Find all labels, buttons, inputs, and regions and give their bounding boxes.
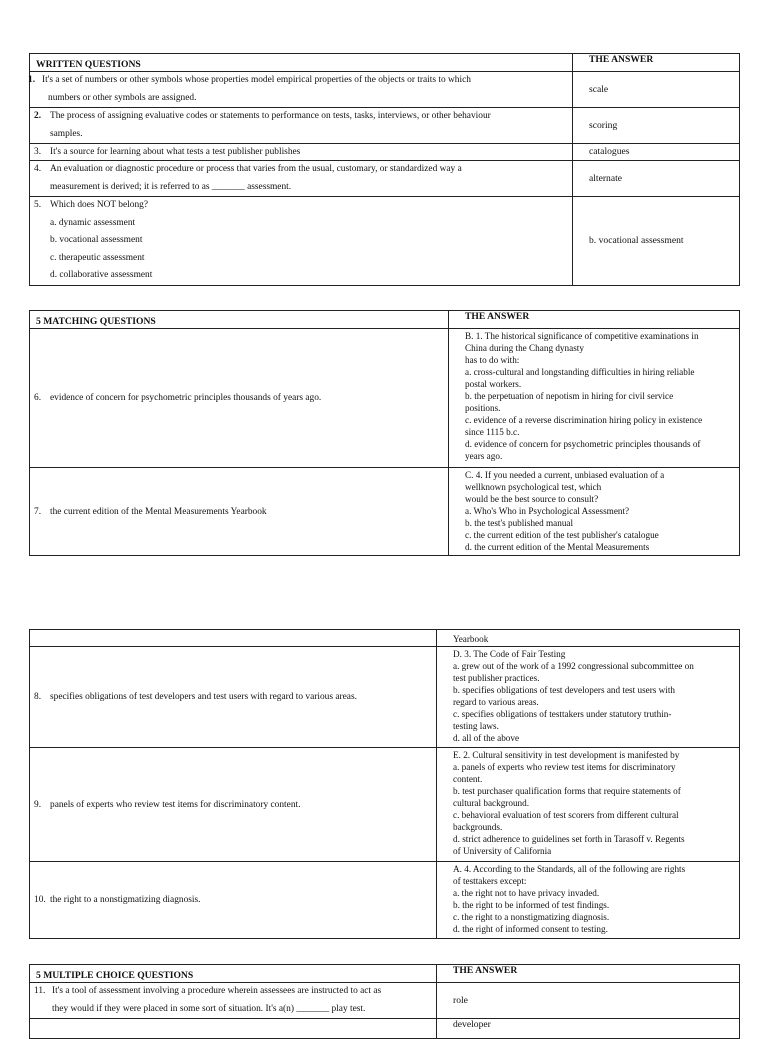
question-cell: 1. It's a set of numbers or other symbols whose properties model empirical properties of the objects or traits to which numbers or other symbols are assigned. [30,72,573,108]
question-text: An evaluation or diagnostic procedure or process that varies from the usual, customary, or standardized way a [50,164,462,174]
answer-cell: C. 4. If you needed a current, unbiased evaluation of a wellknown psychological test, which would be the best source to consult? a. Who's Who in Psychological Assessment? b. the test's published manual c. the current edition of the test publisher's catalogue d. the current edition of the Mental Measurements [449,468,740,556]
question-text: It's a set of numbers or other symbols whose properties model empirical properties of the objects or traits to which [42,75,471,85]
option-item: c. therapeutic assessment [50,252,145,263]
option-item: b. vocational assessment [50,235,143,245]
question-text: evidence of concern for psychometric principles thousands of years ago. [50,393,322,403]
option-item: d. collaborative assessment [50,270,153,280]
question-text: The process of assigning evaluative codes or statements to performance on tests, tasks, interviews, or other behaviour [50,111,491,121]
question-text: It's a source for learning about what tests a test publisher publishes [50,147,301,157]
question-cell [30,1019,437,1039]
answer-cell: scale [573,72,740,108]
answer-cell: developer [437,1019,740,1039]
matching-continuation-table [29,629,740,939]
question-cell: 3. It's a source for learning about what tests a test publisher publishes [30,144,573,161]
table-row [30,468,740,556]
table-row [30,647,740,748]
question-text: It's a tool of assessment involving a procedure wherein assessees are instructed to act as [52,986,382,996]
multiple-choice-header: 5 MULTIPLE CHOICE QUESTIONS [30,965,437,983]
question-cell: 6. evidence of concern for psychometric principles thousands of years ago. [30,329,449,468]
answer-cell: A. 4. According to the Standards, all of the following are rights of testtakers except: a. the right not to have privacy invaded. b. the right to be informed of test findings. c. the right to a nonstigmatizing diagnosis. d. the right of informed consent to testing. [437,862,740,939]
answer-cell: b. vocational assessment [573,197,740,286]
matching-header: 5 MATCHING QUESTIONS [30,311,449,329]
multiple-choice-answer-header: THE ANSWER [437,965,740,983]
written-header: WRITTEN QUESTIONS [30,54,573,72]
question-cell: 9. panels of experts who review test items for discriminatory content. [30,748,437,862]
matching-questions-table [29,310,740,556]
question-text: measurement is derived; it is referred to as _______ assessment. [50,181,292,192]
table-row [30,748,740,862]
question-text: the current edition of the Mental Measurements Yearbook [50,506,267,517]
question-text: the right to a nonstigmatizing diagnosis. [50,895,201,905]
question-text: specifies obligations of test developers and test users with regard to various areas. [50,692,357,702]
question-text: Which does NOT belong? [50,200,148,210]
matching-answer-header: THE ANSWER [449,311,740,329]
option-item: a. dynamic assessment [50,217,136,228]
answer-cell: alternate [573,161,740,197]
answer-continuation: Yearbook [437,630,740,647]
written-questions-table [29,53,740,286]
question-text: samples. [50,128,83,139]
answer-cell: D. 3. The Code of Fair Testing a. grew out of the work of a 1992 congressional subcommittee on test publisher practices. b. specifies obligations of test developers and test users with regard to various areas. c. specifies obligations of testtakers under statutory truthin- testing laws. d. all of the above [437,647,740,748]
question-cell: 8. specifies obligations of test developers and test users with regard to various areas. [30,647,437,748]
question-cell: 7. the current edition of the Mental Measurements Yearbook [30,468,449,556]
answer-cell: scoring [573,108,740,144]
question-text: numbers or other symbols are assigned. [48,92,197,103]
answer-cell: catalogues [573,144,740,161]
table-row [30,329,740,468]
question-cell: 2. The process of assigning evaluative codes or statements to performance on tests, tasks, interviews, or other behaviour samples. [30,108,573,144]
multiple-choice-table [29,964,740,1039]
table-row [30,144,740,161]
table-row [30,108,740,144]
table-row [30,161,740,197]
question-text: panels of experts who review test items for discriminatory content. [50,799,301,810]
table-row [30,1019,740,1039]
table-row [30,197,740,286]
question-text: they would if they were placed in some sort of situation. It's a(n) _______ play test. [52,1003,366,1014]
question-cell: 4. An evaluation or diagnostic procedure or process that varies from the usual, customary, or standardized way a measurement is derived; it is referred to as _______ assessment. [30,161,573,197]
answer-cell: B. 1. The historical significance of competitive examinations in China during the Chang dynasty has to do with: a. cross-cultural and longstanding difficulties in hiring reliable postal workers. b. the perpetuation of nepotism in hiring for civil service positions. c. evidence of a reverse discrimination hiring policy in existence since 1115 b.c. d. evidence of concern for psychometric principles thousands of years ago. [449,329,740,468]
question-cell: 5. Which does NOT belong? a. dynamic assessment b. vocational assessment c. therapeutic assessment d. collaborative assessment [30,197,573,286]
written-answer-header: THE ANSWER [573,54,740,72]
answer-cell: E. 2. Cultural sensitivity in test development is manifested by a. panels of experts who review test items for discriminatory content. b. test purchaser qualification forms that require statements of cultural background. c. behavioral evaluation of test scorers from different cultural backgrounds. d. strict adherence to guidelines set forth in Tarasoff v. Regents of University of California [437,748,740,862]
answer-cell: role [437,983,740,1019]
table-row [30,862,740,939]
question-cell: 10. the right to a nonstigmatizing diagnosis. [30,862,437,939]
table-row [30,983,740,1019]
question-cell: 11. It's a tool of assessment involving a procedure wherein assessees are instructed to act as they would if they were placed in some sort of situation. It's a(n) _______ play test. [30,983,437,1019]
table-row [30,72,740,108]
